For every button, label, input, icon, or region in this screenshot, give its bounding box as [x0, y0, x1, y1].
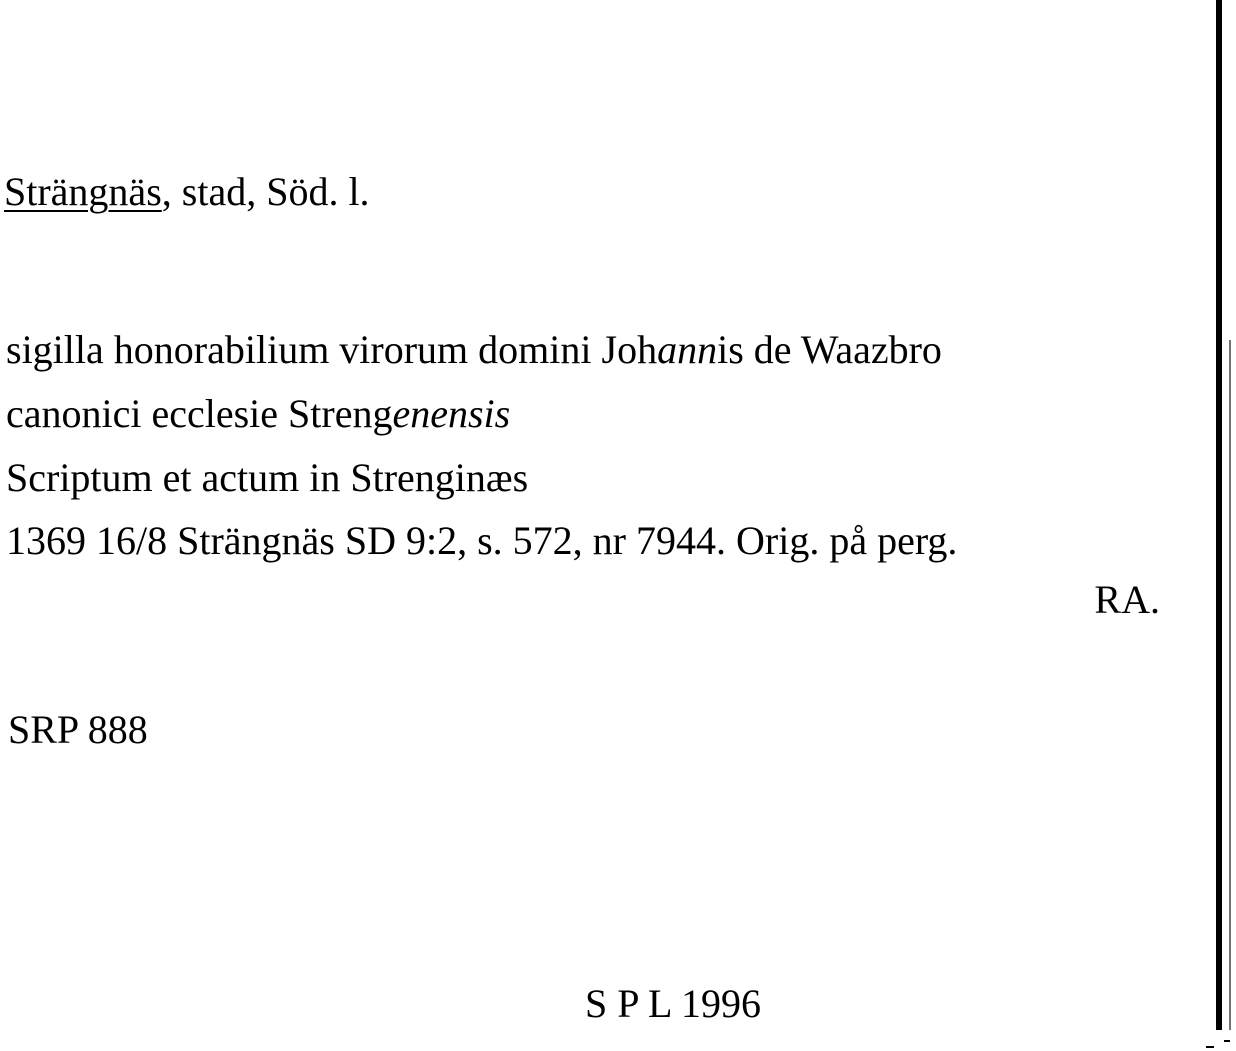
bottom-edge-mark-2	[1224, 1040, 1230, 1042]
bottom-edge-mark	[1206, 1046, 1214, 1048]
reference-number	[8, 707, 148, 752]
quote-line-2-expansion: enensis	[392, 391, 511, 436]
quote-line-2	[6, 391, 511, 436]
quote-line-1-text-a: sigilla honorabilium virorum domini Joh	[6, 327, 658, 372]
quote-line-2-text-a: canonici ecclesie Streng	[6, 391, 393, 436]
right-edge-rule-thin	[1229, 340, 1231, 1030]
source-archive-text: RA.	[1094, 577, 1160, 622]
place-name: Strängnäs	[4, 169, 162, 214]
place-description: , stad, Söd. l.	[161, 169, 370, 214]
quote-line-3	[6, 455, 529, 500]
quote-line-1-text-c: is de Waazbro	[717, 327, 942, 372]
header-line	[4, 169, 370, 214]
footer-signature-text: S P L 1996	[585, 981, 761, 1026]
source-citation-text: 1369 16/8 Strängnäs SD 9:2, s. 572, nr 7944. Orig. på perg.	[6, 518, 958, 563]
footer-signature	[585, 981, 761, 1026]
source-citation	[6, 518, 958, 563]
quote-line-1	[6, 327, 942, 372]
quote-line-1-expansion: ann	[657, 327, 718, 372]
quote-line-3-text: Scriptum et actum in Strenginæs	[6, 455, 529, 500]
right-edge-rule	[1216, 0, 1222, 1030]
source-archive	[1094, 577, 1160, 622]
reference-number-text: SRP 888	[8, 707, 148, 752]
